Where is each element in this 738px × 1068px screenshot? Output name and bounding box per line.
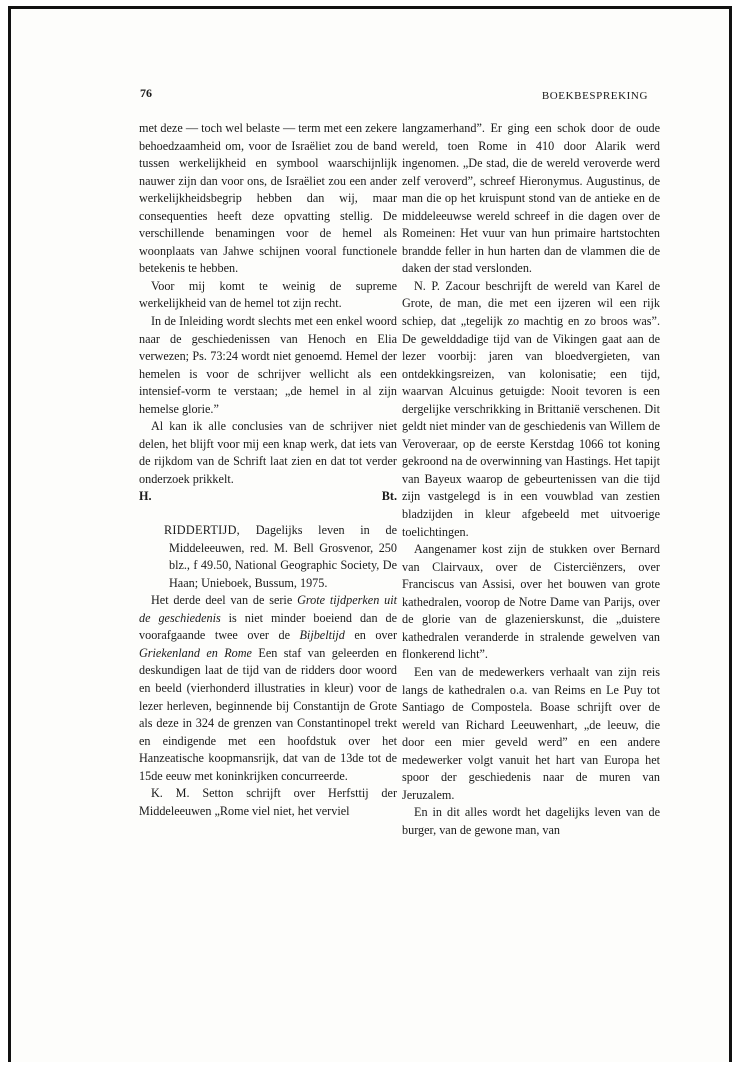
paragraph: En in dit alles wordt het dagelijks leven van de burger, van de gewone man, van [402,805,660,837]
book-title: Griekenland en Rome [139,645,252,660]
paragraph: Al kan ik alle conclusies van de schrijver niet delen, het blijft voor mij een knap werk, dat iets van de rijkdom van de Schrift laat zien en dat tot verder onderzoek prikkelt. [139,419,397,486]
review-book-header [139,522,397,592]
paragraph: Voor mij komt te weinig de supreme werkelijkheid van de hemel tot zijn recht. [139,278,397,311]
paragraph: N. P. Zacour beschrijft de wereld van Karel de Grote, de man, die met een ijzeren wil een rijk schiep, dat „tegelijk zo machtig en zo broos was”. De gewelddadige tijd van de Vikingen gaat aan de lezer voorbij: jaren van bloedvergieten, van ontdekkingsreizen, van kolonisatie; een tijd, waarvan Alcuinus getuigde: Nooit tevoren is een dergelijke verschrikking in Brittanië verschenen. Dit geldt niet minder van de geschiedenis van Willem de Veroveraar, op de eerste Kerstdag 1066 tot koning gekroond na de overwinning van Hastings. Het tapijt van Bayeux waarop de gebeurtenissen van die tijd zijn vastgelegd is in een vouwblad van zestien bladzijden in kleur afgebeeld met uitvoerige toelichtingen. [402,278,660,539]
text-run: is niet minder boeiend dan de voorafgaande twee over de [139,610,397,643]
text-run: Een staf van geleerden en deskundigen laat de tijd van de ridders door woord en beeld (vierhonderd illustraties in kleur) voor de lezer herleven, beginnende bij Constantijn de Grote als deze in 324 de grenzen van Constantinopel trekt en eindigende met een hoofdstuk over het Hanzeatische koopmansrijk, dat van de 13de tot de 15de eeuw met koninkrijken concurreerde. [139,645,397,783]
page-number: 76 [140,86,152,100]
paragraph: Aangenamer kost zijn de stukken over Bernard van Clairvaux, over de Cisterciënzers, over Franciscus van Assisi, over het bouwen van grote kathedralen, voorop de Notre Dame van Parijs, over de glorie van de glazenierskunst, die „duistere kathedralen veranderde in stralende gewelven van flonkerend licht”. [402,542,660,662]
signature-initial: H. [139,489,152,504]
paragraph [139,592,397,785]
review-book-title: RIDDERTIJD, [164,523,241,538]
book-title: Bijbeltijd [299,628,345,643]
text-run: en over [344,628,397,643]
paragraph: met deze — toch wel belaste — term met een zekere behoedzaamheid om, voor de Israëliet zou de band tussen werkelijkheid en symbool waarschijnlijk nauwer zijn dan voor ons, de Israëliet zou een ander werkelijkheidsbegrip hebben dan wij, maar consequenties heeft deze opvatting stellig. De verschillende benamingen voor de hemel als woonplaats van Jahwe schijnen vooral functionele betekenis te hebben. [139,121,397,276]
left-column [139,120,397,820]
signature-initials: Bt. [381,489,397,504]
review-book-details: Dagelijks leven in de Middeleeuwen, red. M. Bell Grosvenor, 250 blz., f 49.50, National Geographic Society, De Haan; Unieboek, Bussum, 1975. [169,523,397,590]
paragraph: K. M. Setton schrijft over Herfsttij der Middeleeuwen „Rome viel niet, het verviel [139,786,397,818]
right-column [402,120,660,839]
text-run: Het derde deel van de serie [151,593,298,608]
reviewer-signature [139,488,397,506]
series-title: Grote tijdperken uit de geschiedenis [139,593,397,625]
running-head: BOEKBESPREKING [541,90,648,102]
paragraph: langzamerhand”. Er ging een schok door de oude wereld, toen Rome in 410 door Alarik werd ingenomen. „De stad, die de wereld veroverde werd zelf veroverd”, schreef Hieronymus. Augustinus, de man die op het kruispunt stond van de antieke en de middeleeuwse wereld schreef in die dagen over de Romeinen: Het vuur van hun primaire hartstochten brandde feller in hun harten dan de vlammen die de daken der stad verslonden. [402,121,660,276]
paragraph: In de Inleiding wordt slechts met een enkel woord naar de geschiedenissen van Henoch en Elia verwezen; Ps. 73:24 wordt niet genoemd. Hemel der hemelen is voor de schrijver wellicht als een intensief-vorm te verstaan; „de hemel in al zijn hemelse glorie.” [139,314,397,416]
paragraph: Een van de medewerkers verhaalt van zijn reis langs de kathedralen o.a. van Reims en Le Puy tot Santiago de Compostela. Boase schrijft over de wereld van Richard Leeuwenhart, „de leeuw, die door een mier geveld werd” en een andere medewerker volgt vanuit het hart van Europa het spoor der geschiedenis naar de muren van Jeruzalem. [402,664,660,802]
